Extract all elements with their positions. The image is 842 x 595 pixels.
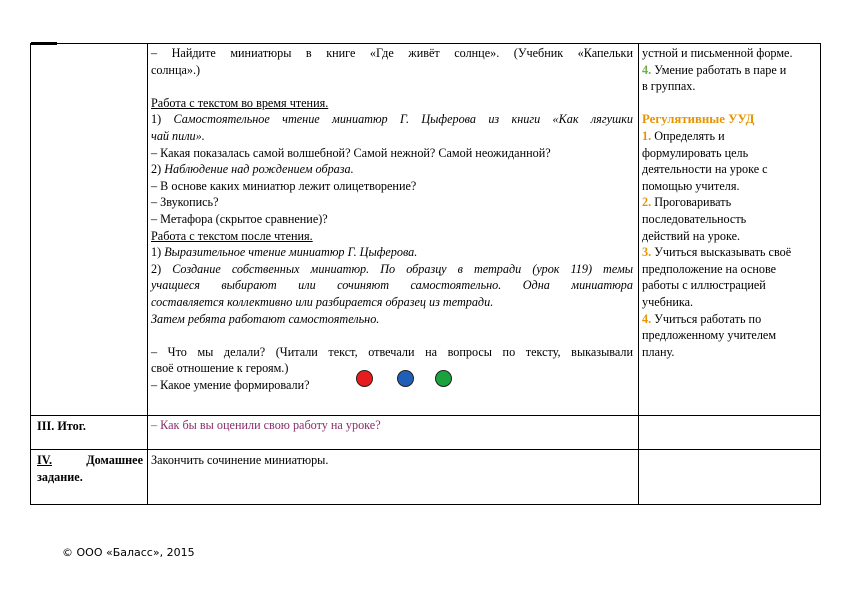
question-line: – Что мы делали? (Читали текст, отвечали на вопросы по тексту, выказывали (151, 344, 633, 359)
uud-line (642, 244, 817, 261)
homework-text-value: Закончить сочинение миниатюры. (151, 453, 329, 467)
uud-line (642, 311, 817, 328)
homework-label-word2: задание. (37, 469, 83, 484)
question-line: – Какое умение формировали? (151, 377, 310, 392)
stage-label-itog (37, 418, 86, 435)
uud-text: Учиться высказывать своё (651, 245, 792, 260)
content-line: – Найдите миниатюры в книге «Где живёт солнце». (Учебник «Капельки (151, 46, 633, 60)
content-line: чай пили». (151, 128, 205, 143)
homework-text (151, 452, 328, 469)
uud-line: устной и письменной форме. (642, 46, 793, 60)
homework-label-word: Домашнее (86, 453, 143, 467)
uud-line: предположение на основе (642, 261, 777, 276)
question-line: – Метафора (скрытое сравнение)? (151, 211, 328, 226)
section-title-after-reading: Работа с текстом после чтения. (151, 228, 313, 243)
blank-line (642, 95, 817, 112)
uud-number: 3. (642, 245, 652, 260)
uud-line (642, 194, 817, 211)
uud-line: формулировать цель (642, 145, 749, 160)
content-line: учащиеся выбирают или сочиняют самостоятельно. Одна миниатюра (151, 278, 633, 293)
uud-text: Учиться работать по (651, 311, 762, 326)
question-line: – Звукопись? (151, 195, 219, 210)
item-number: 2) (151, 162, 165, 177)
table-corner-mark (31, 42, 57, 45)
uud-line (642, 128, 817, 145)
uud-number: 1. (642, 128, 652, 143)
item-number: 1) (151, 112, 174, 127)
uud-line: предложенному учителем (642, 328, 777, 343)
itog-question-text: – Как бы вы оценили свою работу на уроке? (151, 418, 381, 432)
stage-label-homework (37, 452, 143, 485)
question-line: – В основе каких миниатюр лежит олицетворение? (151, 178, 417, 193)
copyright-footer: © ООО «Баласс», 2015 (62, 546, 195, 559)
item-text: Выразительное чтение миниатюр Г. Цыферова. (164, 245, 418, 260)
column-divider-1 (147, 44, 148, 504)
uud-line: действий на уроке. (642, 228, 741, 243)
item-text: Создание собственных миниатюр. По образцу в тетради (урок 119) темы (172, 261, 633, 276)
uud-line: последовательность (642, 211, 747, 226)
uud-text: Проговаривать (651, 195, 732, 210)
itog-question (151, 417, 381, 434)
lesson-content-cell (151, 45, 633, 393)
row-divider-2 (31, 449, 820, 450)
item-number: 2) (151, 261, 173, 276)
red-dot (356, 370, 373, 387)
content-line: Затем ребята работают самостоятельно. (151, 311, 380, 326)
section-title-during-reading: Работа с текстом во время чтения. (151, 95, 329, 110)
homework-label-line (37, 452, 143, 469)
item-text: Наблюдение над рождением образа. (164, 162, 354, 177)
uud-line: плану. (642, 344, 675, 359)
question-line: – Какая показалась самой волшебной? Самой нежной? Самой неожиданной? (151, 145, 551, 160)
uud-line (642, 62, 817, 79)
uud-number: 4. (642, 311, 652, 326)
uud-text: Умение работать в паре и (651, 62, 787, 77)
content-line (151, 161, 633, 178)
blank-line (151, 327, 633, 344)
regulative-uud-heading: Регулятивные УУД (642, 112, 755, 127)
uud-text: Определять и (651, 128, 725, 143)
uud-line: помощью учителя. (642, 178, 740, 193)
blue-dot (397, 370, 414, 387)
item-number: 1) (151, 245, 165, 260)
uud-number: 2. (642, 195, 652, 210)
row-divider-1 (31, 415, 820, 416)
content-line (151, 244, 633, 261)
column-divider-2 (638, 44, 639, 504)
question-line: своё отношение к героям.) (151, 361, 289, 376)
uud-number: 4. (642, 62, 652, 77)
stage-label-text: III. Итог. (37, 419, 86, 433)
uud-cell (642, 45, 817, 360)
uud-line: работы с иллюстрацией (642, 278, 766, 293)
content-line (151, 261, 633, 278)
blank-line (151, 78, 633, 95)
uud-line: в группах. (642, 79, 696, 94)
uud-line: деятельности на уроке с (642, 162, 768, 177)
content-line: составляется коллективно или разбирается образец из тетради. (151, 294, 494, 309)
homework-label-number: IV. (37, 453, 53, 467)
content-line: солнца».) (151, 62, 201, 77)
green-dot (435, 370, 452, 387)
content-line (151, 111, 633, 128)
item-text: Самостоятельное чтение миниатюр Г. Цыферова из книги «Как лягушки (173, 112, 633, 127)
lesson-table (30, 43, 821, 505)
uud-line: учебника. (642, 294, 694, 309)
